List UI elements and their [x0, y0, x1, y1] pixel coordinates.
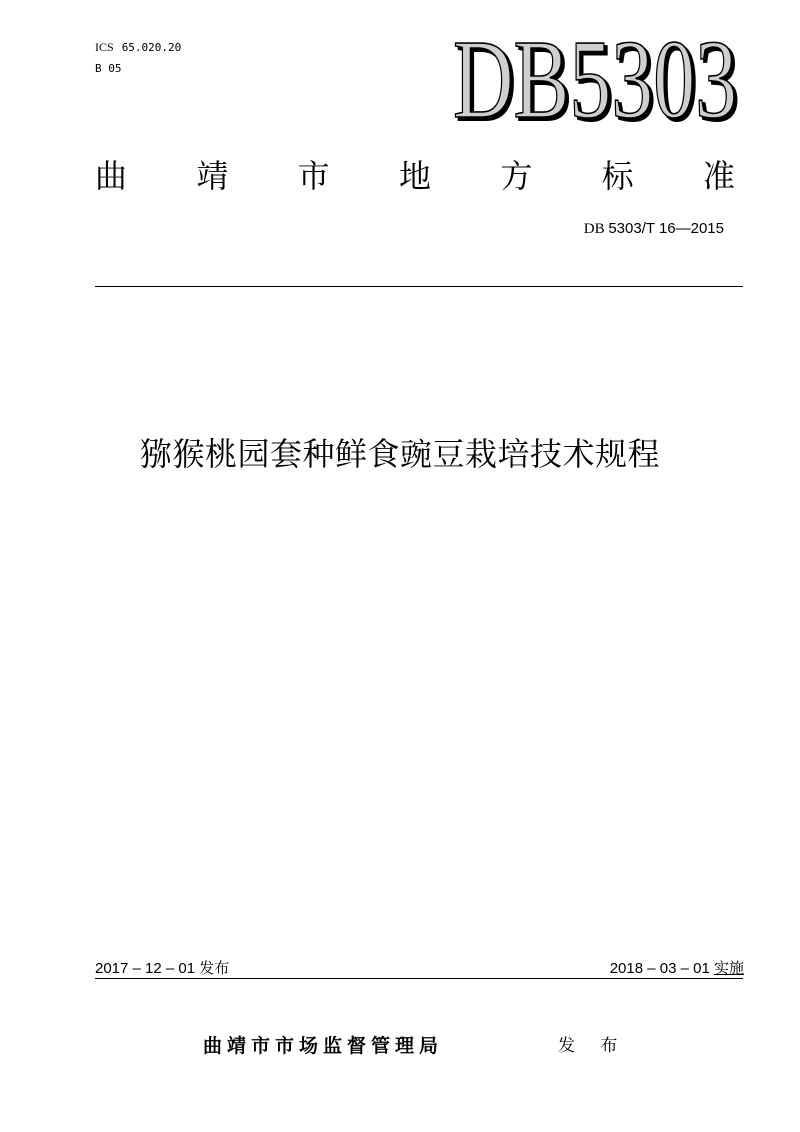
implementation-date: 2018 – 03 – 01 [609, 960, 710, 977]
ccs-classification [95, 61, 122, 76]
issuing-authority: 曲靖市市场监督管理局 [203, 1035, 444, 1057]
publish-action: 发 布 [558, 1036, 628, 1056]
standard-type-char: 市 [297, 157, 330, 195]
issue-date-line [95, 960, 229, 978]
ics-label: ICS [95, 40, 114, 54]
ccs-code: B 05 [95, 62, 122, 75]
ics-classification [95, 40, 181, 55]
standard-type-char: 方 [500, 157, 533, 195]
standard-number [584, 220, 724, 238]
issue-date: 2017 – 12 – 01 [95, 960, 196, 977]
implementation-action: 实施 [713, 960, 744, 977]
footer-divider [95, 978, 743, 979]
standard-type-char: 靖 [196, 157, 229, 195]
standard-type-char: 曲 [95, 157, 128, 195]
standard-mark-face: DB5303 [453, 20, 737, 132]
standard-type-char: 地 [398, 157, 431, 195]
standard-mark-shadow: DB5303 [456, 21, 740, 132]
standard-type-char: 准 [702, 157, 735, 195]
standard-type-heading [95, 156, 735, 196]
issue-action: 发布 [199, 960, 230, 977]
header-divider [95, 286, 743, 287]
standard-number-code: 5303/T 16—2015 [608, 220, 724, 237]
ics-code: 65.020.20 [121, 41, 182, 54]
implementation-date-line [610, 960, 744, 978]
standard-number-prefix: DB [583, 221, 605, 237]
document-title: 猕猴桃园套种鲜食豌豆栽培技术规程 [139, 435, 660, 473]
standard-mark-logo [450, 20, 742, 132]
standard-type-char: 标 [601, 157, 634, 195]
